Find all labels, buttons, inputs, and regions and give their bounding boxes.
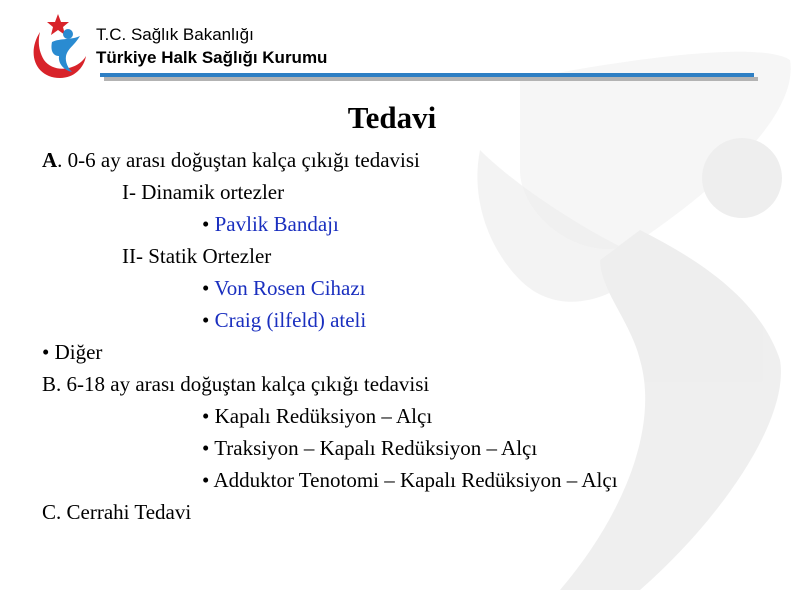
list-item-other bbox=[42, 342, 102, 363]
slide-title bbox=[0, 100, 800, 136]
von-rosen-link[interactable]: Von Rosen Cihazı bbox=[214, 276, 366, 300]
bullet-icon: • bbox=[202, 308, 210, 332]
section-a bbox=[42, 150, 420, 171]
other-text: Diğer bbox=[54, 340, 103, 364]
craig-link[interactable]: Craig (ilfeld) ateli bbox=[214, 308, 367, 332]
section-c: C. Cerrahi Tedavi bbox=[42, 500, 192, 524]
section-a1: I- Dinamik ortezler bbox=[122, 180, 285, 204]
section-a-letter: A bbox=[42, 148, 58, 172]
list-item: • Adduktor Tenotomi – Kapalı Redüksiyon – Alçı bbox=[202, 468, 618, 492]
list-item: • Traksiyon – Kapalı Redüksiyon – Alçı bbox=[202, 436, 538, 460]
section-a2: II- Statik Ortezler bbox=[122, 244, 272, 268]
slide-title-text: Tedavi bbox=[347, 100, 437, 135]
section-a-text: . 0-6 ay arası doğuştan kalça çıkığı tedavisi bbox=[57, 148, 420, 172]
bullet-icon: • bbox=[202, 212, 210, 236]
org-name-line1: T.C. Sağlık Bakanlığı bbox=[96, 25, 254, 44]
bullet-icon: • bbox=[202, 276, 210, 300]
list-item bbox=[202, 278, 366, 299]
list-item bbox=[202, 214, 339, 235]
org-name-line2: Türkiye Halk Sağlığı Kurumu bbox=[96, 48, 328, 67]
list-item bbox=[202, 310, 366, 331]
pavlik-link[interactable]: Pavlik Bandajı bbox=[214, 212, 339, 236]
bullet-icon: • bbox=[42, 340, 50, 364]
section-b: B. 6-18 ay arası doğuştan kalça çıkığı tedavisi bbox=[42, 372, 430, 396]
list-item: • Kapalı Redüksiyon – Alçı bbox=[202, 404, 433, 428]
